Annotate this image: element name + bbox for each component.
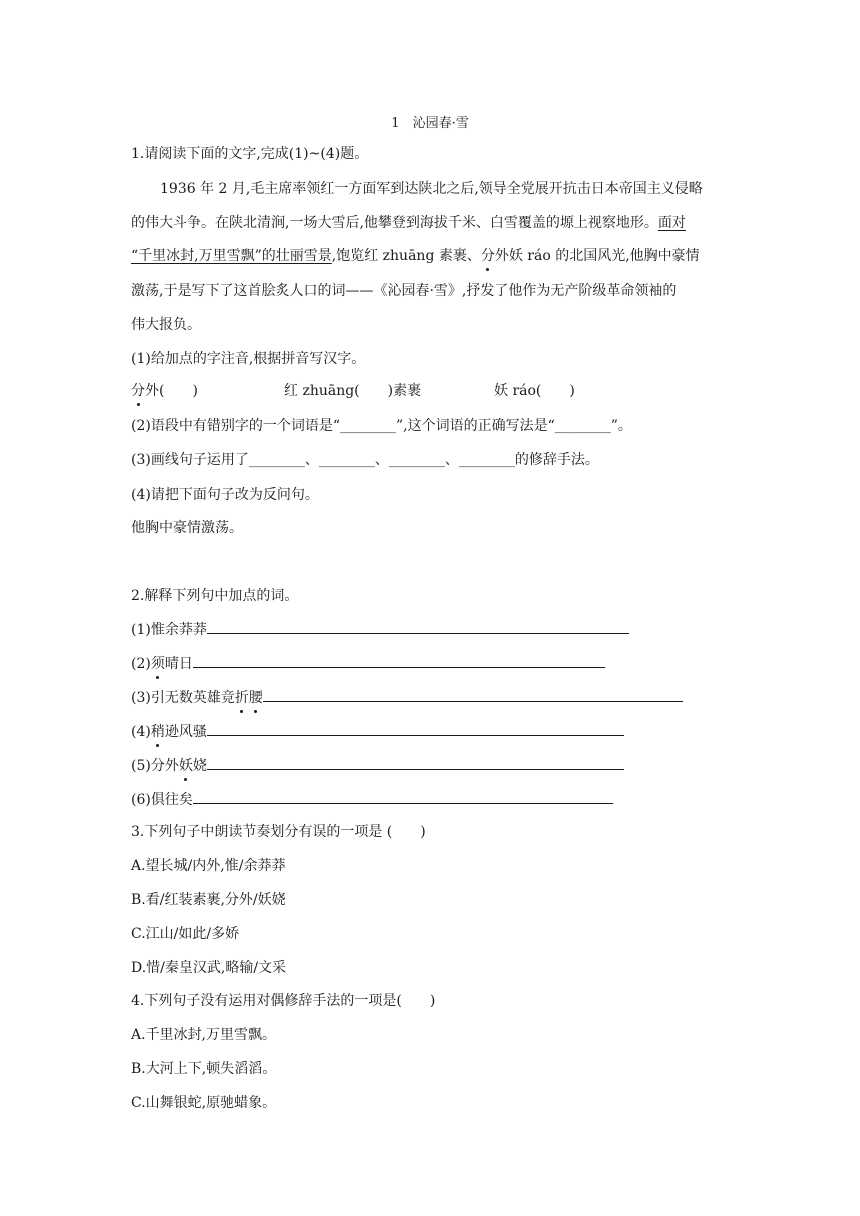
q3-option-a[interactable]: A.望长城/内外,惟/余莽莽 (131, 858, 286, 874)
q2-item-1 (131, 618, 629, 640)
q3-option-d[interactable]: D.惜/秦皇汉武,略输/文采 (131, 960, 287, 976)
item-text: (4) (131, 724, 151, 740)
passage-text: ,饱览红 zhuāng 素裹、 (331, 248, 481, 264)
item-text: (2) (131, 656, 151, 672)
underlined-sentence: “千里冰封,万里雪飘”的壮丽雪景 (131, 248, 332, 264)
q1-prompt: 1.请阅读下面的文字,完成(1)~(4)题。 (131, 146, 369, 162)
answer-line[interactable] (193, 652, 605, 668)
dotted-char: 妖 (178, 758, 193, 774)
dotted-char: 折 (234, 690, 249, 706)
dotted-char: 腰 (248, 690, 263, 706)
q3-option-c[interactable]: C.江山/如此/多娇 (131, 926, 240, 942)
answer-blank-a: 外( ) (145, 383, 198, 399)
answer-line[interactable] (207, 618, 629, 634)
answer-line[interactable] (263, 686, 683, 702)
dotted-char: 分 (131, 383, 145, 399)
q2-item-2 (131, 652, 605, 674)
q1-passage-line-4: 激荡,于是写下了这首脍炙人口的词——《沁园春·雪》,抒发了他作为无产阶级革命领袖的 (131, 283, 677, 299)
answer-line[interactable] (207, 754, 624, 770)
answer-line[interactable] (207, 720, 624, 736)
item-text: 逊风骚 (164, 724, 207, 740)
q1-sub-4: (4)请把下面句子改为反问句。 (131, 487, 319, 503)
q1-sub-4-sentence: 他胸中豪情激荡。 (131, 520, 243, 536)
page-title: 1 沁园春·雪 (391, 116, 469, 131)
q2-item-6 (131, 788, 613, 810)
q2-item-4 (131, 720, 624, 742)
q4-option-c[interactable]: C.山舞银蛇,原驰蜡象。 (131, 1095, 277, 1111)
q4-prompt: 4.下列句子没有运用对偶修辞手法的一项是( ) (131, 993, 436, 1009)
q4-option-b[interactable]: B.大河上下,顿失滔滔。 (131, 1061, 277, 1077)
q2-prompt: 2.解释下列句中加点的词。 (131, 588, 299, 604)
q1-sub-3: (3)画线句子运用了________、________、________、________的修辞手法。 (131, 452, 599, 468)
passage-text: 外妖 ráo 的北国风光,他胸中豪情 (494, 248, 700, 264)
answer-blank-b: 红 zhuāng( )素裹 (284, 383, 422, 399)
q1-sub-1: (1)给加点的字注音,根据拼音写汉字。 (131, 351, 366, 367)
q3-prompt: 3.下列句子中朗读节奏划分有误的一项是 ( ) (131, 824, 426, 840)
q1-passage-line-1: 1936 年 2 月,毛主席率领红一方面军到达陕北之后,领导全党展开抗击日本帝国主义侵略 (160, 181, 703, 197)
q1-sub-2: (2)语段中有错别字的一个词语是“________”,这个词语的正确写法是“________”。 (131, 418, 632, 434)
item-text: 娆 (192, 758, 207, 774)
q3-option-b[interactable]: B.看/红装素裹,分外/妖娆 (131, 892, 286, 908)
q1-passage-line-2 (131, 213, 686, 233)
passage-text: 的伟大斗争。在陕北清涧,一场大雪后,他攀登到海拔千米、白雪覆盖的塬上视察地形。 (131, 215, 658, 231)
item-text: 晴日 (164, 656, 193, 672)
item-text: (5)分外 (131, 758, 179, 774)
q1-sub-1-answers (131, 381, 198, 401)
dotted-char: 分 (480, 248, 495, 264)
underlined-sentence: 面对 (657, 215, 686, 231)
dotted-char: 须 (150, 656, 165, 672)
dotted-char: 稍 (150, 724, 165, 740)
answer-blank-c: 妖 ráo( ) (494, 383, 575, 399)
item-text: (1)惟余莽莽 (131, 622, 207, 638)
q1-passage-line-5: 伟大报负。 (131, 317, 201, 333)
answer-line[interactable] (193, 788, 613, 804)
q2-item-3 (131, 686, 683, 708)
q2-item-5 (131, 754, 624, 776)
item-text: (6)俱往矣 (131, 792, 193, 808)
item-text: (3)引无数英雄竞 (131, 690, 235, 706)
q4-option-a[interactable]: A.千里冰封,万里雪飘。 (131, 1027, 277, 1043)
q1-passage-line-3 (131, 246, 700, 266)
